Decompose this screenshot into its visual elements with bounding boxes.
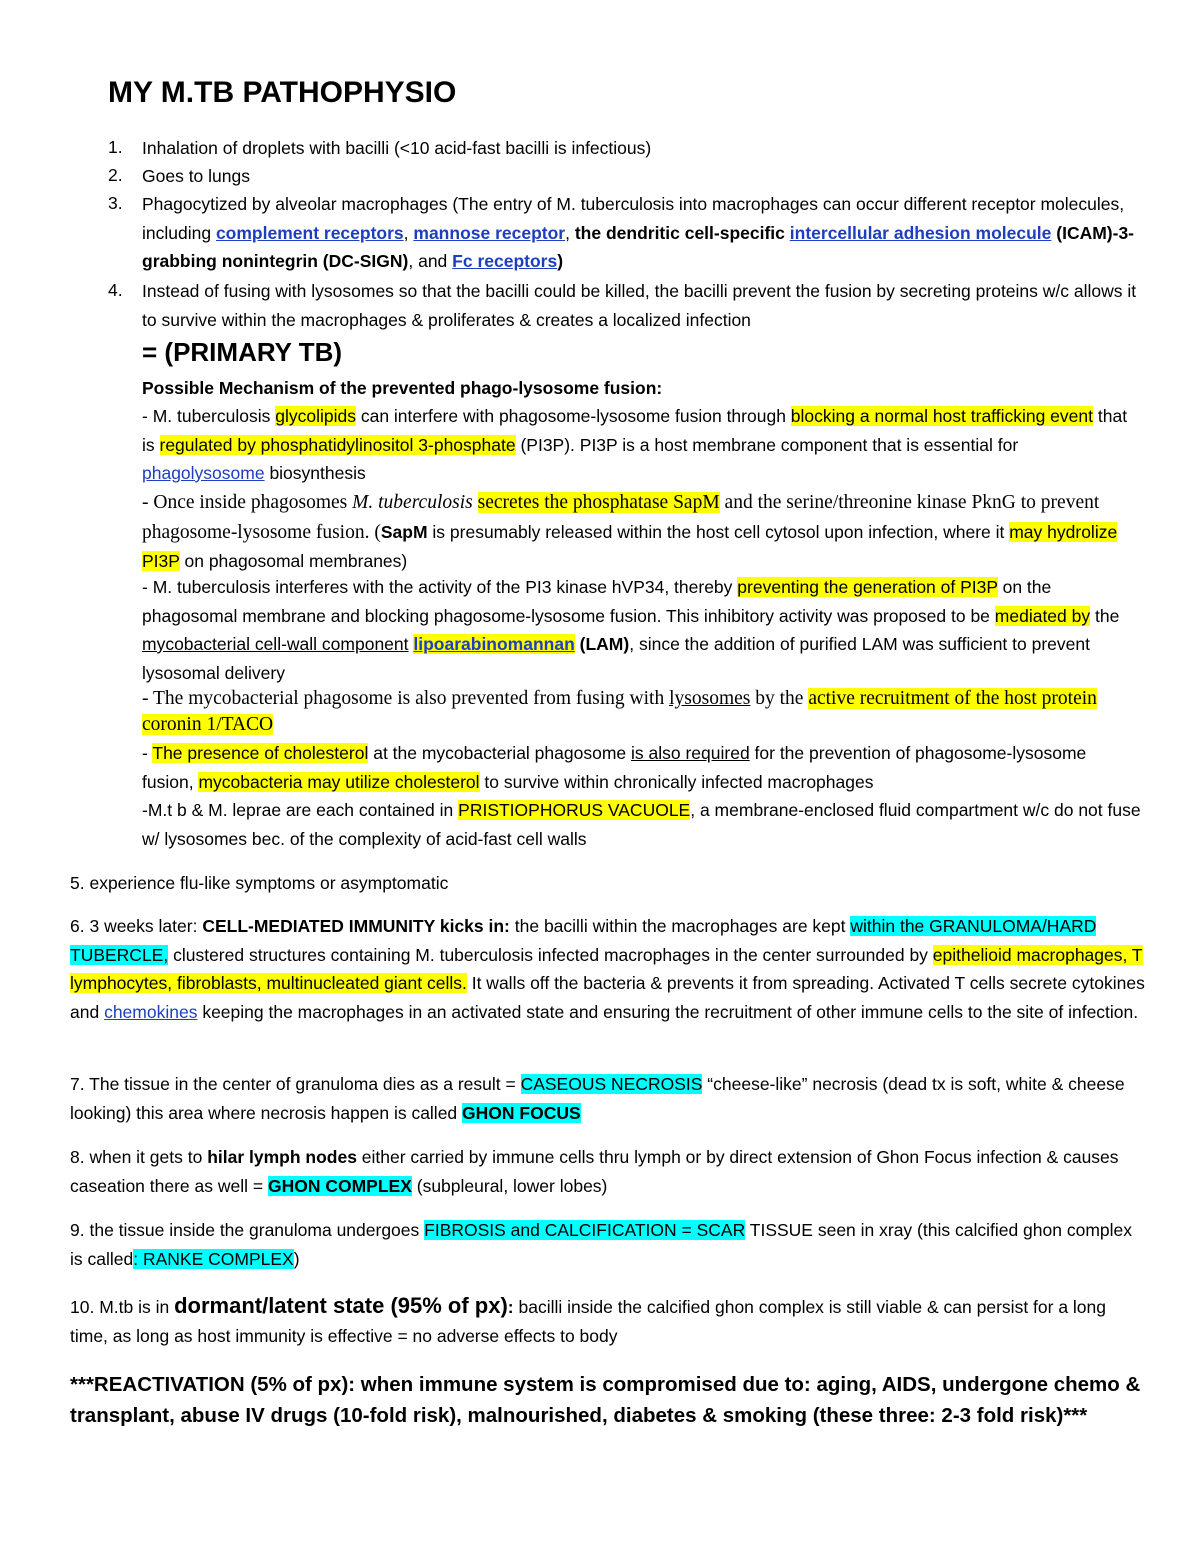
- link-lipoarabinomannan[interactable]: lipoarabinomannan: [413, 634, 575, 654]
- step-3-number: 3.: [108, 193, 123, 213]
- mechanism-1: - M. tuberculosis glycolipids can interfere with phagosome-lysosome fusion through blocking a normal host trafficking event that is regulated by phosphatidylinositol 3-phosphate (PI3P). PI3P is a host membrane component that is essential for phagolysosome biosynthesis: [142, 406, 1128, 483]
- link-complement-receptors[interactable]: complement receptors: [215, 222, 404, 243]
- mechanism-2: - Once inside phagosomes M. tuberculosis secretes the phosphatase SapM and the serine/threonine kinase PknG to prevent phagosome-lysosome fusion. (SapM is presumably released within the host cell cytosol upon infection, where it may hydrolize PI3P on phagosomal membranes): [142, 492, 1118, 571]
- highlight: glycolipids: [275, 406, 356, 426]
- link-intercellular-adhesion-molecule[interactable]: intercellular adhesion molecule: [789, 222, 1052, 243]
- step-2-text: Goes to lungs: [142, 166, 250, 186]
- mechanism-heading: Possible Mechanism of the prevented phago-lysosome fusion:: [142, 378, 663, 398]
- mechanism-3: - M. tuberculosis interferes with the activity of the PI3 kinase hVP34, thereby preventing the generation of PI3P on the phagosomal membrane and blocking phagosome-lysosome fusion. This inhibitory activity was proposed to be mediated by the mycobacterial cell-wall component lipoarabinomannan (LAM), since the addition of purified LAM was sufficient to prevent lysosomal delivery: [142, 577, 1120, 683]
- highlight: PRISTIOPHORUS VACUOLE: [458, 800, 691, 820]
- step-2-number: 2.: [108, 165, 123, 185]
- paragraph-5: 5. experience flu-like symptoms or asymptomatic: [70, 873, 449, 893]
- highlight: preventing the generation of PI3P: [737, 577, 998, 597]
- highlight: GHON COMPLEX: [267, 1175, 412, 1196]
- highlight: : RANKE COMPLEX: [133, 1248, 294, 1269]
- highlight: active recruitment of the host protein coronin 1/TACO: [142, 688, 1097, 735]
- link-fc-receptors[interactable]: Fc receptors: [452, 251, 558, 271]
- link-chemokines[interactable]: chemokines: [104, 1001, 198, 1022]
- highlight: The presence of cholesterol: [152, 743, 369, 763]
- primary-tb-heading: = (PRIMARY TB): [142, 337, 343, 367]
- step-4-number: 4.: [108, 280, 123, 300]
- highlight: mediated by: [994, 605, 1091, 626]
- highlight: within the GRANULOMA/HARD TUBERCLE,: [70, 916, 1097, 965]
- highlight: GHON FOCUS: [462, 1102, 581, 1123]
- step-1-number: 1.: [108, 137, 123, 157]
- document-title: MY M.TB PATHOPHYSIO: [108, 76, 457, 109]
- highlight: blocking a normal host trafficking event: [790, 406, 1093, 426]
- step-1-text: Inhalation of droplets with bacilli (<10 acid-fast bacilli is infectious): [142, 138, 652, 158]
- paragraph-9: 9. the tissue inside the granuloma undergoes FIBROSIS and CALCIFICATION = SCAR TISSUE seen in xray (this calcified ghon complex is called: RANKE COMPLEX): [70, 1220, 1133, 1269]
- paragraph-6: 6. 3 weeks later: CELL-MEDIATED IMMUNITY kicks in: the bacilli within the macrophages are kept within the GRANULOMA/HARD TUBERCLE, clustered structures containing M. tuberculosis infected macrophages in the center surrounded by epithelioid macrophages, T lymphocytes, fibroblasts, multinucleated giant cells. It walls off the bacteria & prevents it from spreading. Activated T cells secrete cytokines and chemokines keeping the macrophages in an activated state and ensuring the recruitment of other immune cells to the site of infection.: [70, 916, 1145, 1022]
- paragraph-7: 7. The tissue in the center of granuloma dies as a result = CASEOUS NECROSIS “cheese-like” necrosis (dead tx is soft, white & cheese looking) this area where necrosis happen is called GHON FOCUS: [70, 1074, 1125, 1123]
- mechanism-5: - The presence of cholesterol at the mycobacterial phagosome is also required for the prevention of phagosome-lysosome fusion, mycobacteria may utilize cholesterol to survive within chronically infected macrophages: [142, 743, 1087, 792]
- highlight: may hydrolize PI3P: [142, 521, 1118, 571]
- link-mannose-receptor[interactable]: mannose receptor: [413, 222, 566, 243]
- step-3-text: Phagocytized by alveolar macrophages (The entry of M. tuberculosis into macrophages can occur different receptor molecules, including complement receptors, mannose receptor, the dendritic cell-specific intercellular adhesion molecule (ICAM)-3-grabbing nonintegrin (DC-SIGN), and Fc receptors): [142, 194, 1135, 271]
- paragraph-8: 8. when it gets to hilar lymph nodes either carried by immune cells thru lymph or by direct extension of Ghon Focus infection & causes caseation there as well = GHON COMPLEX (subpleural, lower lobes): [70, 1147, 1119, 1196]
- highlight: mycobacteria may utilize cholesterol: [198, 771, 480, 792]
- step-4-text: Instead of fusing with lysosomes so that the bacilli could be killed, the bacilli prevent the fusion by secreting proteins w/c allows it to survive within the macrophages & proliferates & creates a localized infection: [142, 281, 1137, 330]
- link-phagolysosome[interactable]: phagolysosome: [142, 463, 265, 483]
- highlight: regulated by phosphatidylinositol 3-phosphate: [159, 434, 516, 455]
- paragraph-10: 10. M.tb is in dormant/latent state (95% of px): bacilli inside the calcified ghon complex is still viable & can persist for a long time, as long as host immunity is effective = no adverse effects to body: [70, 1293, 1107, 1346]
- highlight: epithelioid macrophages, T lymphocytes, fibroblasts, multinucleated giant cells.: [70, 944, 1143, 993]
- reactivation-note: ***REACTIVATION (5% of px): when immune system is compromised due to: aging, AIDS, undergone chemo & transplant, abuse IV drugs (10-fold risk), malnourished, diabetes & smoking (these three: 2-3 fold risk)***: [70, 1373, 1141, 1427]
- highlight: CASEOUS NECROSIS: [520, 1074, 703, 1094]
- mechanism-4: - The mycobacterial phagosome is also prevented from fusing with lysosomes by the active recruitment of the host protein coronin 1/TACO: [142, 688, 1097, 735]
- highlight: secretes the phosphatase SapM: [477, 492, 720, 513]
- mechanism-6: -M.t b & M. leprae are each contained in PRISTIOPHORUS VACUOLE, a membrane-enclosed fluid compartment w/c do not fuse w/ lysosomes bec. of the complexity of acid-fast cell walls: [142, 800, 1141, 849]
- highlight: FIBROSIS and CALCIFICATION = SCAR: [424, 1220, 746, 1240]
